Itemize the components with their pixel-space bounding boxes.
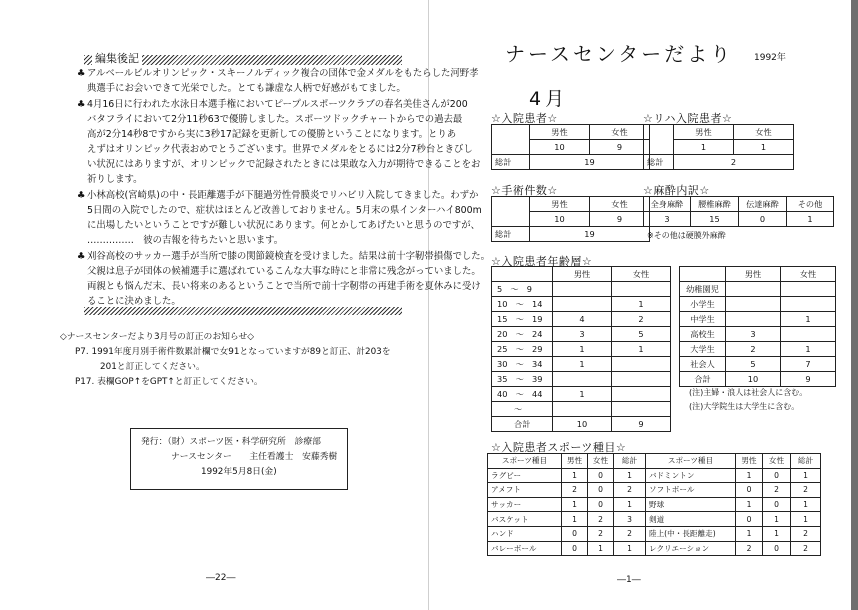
table-cell [492, 197, 530, 227]
table-row [492, 402, 671, 417]
table-cell: 1 [614, 497, 646, 512]
table-cell: 0 [763, 541, 791, 556]
table-cell [781, 327, 836, 342]
table-cell: 1 [763, 526, 791, 541]
table-cell: 2 [562, 483, 588, 498]
table-cell: 女性 [590, 197, 650, 212]
table-cell: バドミントン [646, 468, 736, 483]
table-cell: 10 [553, 417, 612, 432]
table-cell: 0 [588, 468, 614, 483]
afterword-paragraph [77, 66, 479, 96]
table-row [492, 312, 671, 327]
table-row [492, 197, 650, 212]
table-cell [612, 372, 671, 387]
category-note: (注)大学院生は大学生に含む。 [689, 402, 800, 411]
table-cell [726, 297, 781, 312]
table-cell: 総計 [492, 155, 530, 170]
table-cell: 陸上(中・長距離走) [646, 526, 736, 541]
table-cell [644, 125, 674, 155]
table-row [492, 155, 650, 170]
table-cell: 社会人 [680, 357, 726, 372]
table-cell: 大学生 [680, 342, 726, 357]
age-table [491, 266, 671, 432]
table-cell [612, 282, 671, 297]
table-cell: 5 [726, 357, 781, 372]
table-cell [680, 267, 726, 282]
correction-header: ◇ナースセンターだより3月号の訂正のお知らせ◇ [60, 332, 255, 342]
text-line: に出場したいということですが難しい状況にあります。何とかしてあげたいと思うのですが、 [87, 220, 481, 232]
table-cell: 0 [763, 497, 791, 512]
table-cell: 中学生 [680, 312, 726, 327]
table-cell: 2 [791, 483, 821, 498]
correction-notice [60, 330, 391, 390]
page-number: ―22― [206, 573, 236, 583]
table-cell: 男性 [726, 267, 781, 282]
table-cell: 5 ～ 9 [492, 282, 553, 297]
table-cell: ハンド [488, 526, 562, 541]
table-cell: 1 [614, 468, 646, 483]
table-cell: 男性 [553, 267, 612, 282]
table-row [488, 512, 821, 527]
anesthesia-title: ☆麻酔内訳☆ [643, 184, 710, 197]
table-cell: 2 [614, 526, 646, 541]
afterword-title: 編集後記 [92, 52, 142, 66]
table-cell: 5 [612, 327, 671, 342]
table-cell: 男性 [562, 454, 588, 469]
table-cell: 1 [612, 342, 671, 357]
table-cell: 総計 [791, 454, 821, 469]
table-cell: 2 [612, 312, 671, 327]
newsletter-year: 1992年 [754, 53, 786, 63]
table-cell: 3 [644, 212, 691, 227]
table-cell: 1 [562, 512, 588, 527]
club-bullet-icon: ♣ [77, 251, 86, 262]
newsletter-month: 4月 [529, 88, 569, 110]
club-bullet-icon: ♣ [77, 99, 86, 110]
table-row [680, 297, 836, 312]
table-cell: 合計 [680, 372, 726, 387]
table-cell: 3 [726, 327, 781, 342]
table-cell: 1 [553, 342, 612, 357]
table-cell: 全身麻酔 [644, 197, 691, 212]
table-cell: 40 ～ 44 [492, 387, 553, 402]
table-row [492, 267, 671, 282]
table-cell: 1 [791, 512, 821, 527]
table-cell: 合計 [492, 417, 553, 432]
table-cell: ソフトボール [646, 483, 736, 498]
table-cell: 1 [791, 468, 821, 483]
table-cell: 4 [553, 312, 612, 327]
table-cell: 女性 [590, 125, 650, 140]
table-cell: アメフト [488, 483, 562, 498]
surgery-male: 10 [530, 212, 590, 227]
table-row [492, 125, 650, 140]
table-cell: 2 [791, 526, 821, 541]
text-line: ることに決めました。 [87, 296, 181, 308]
table-cell: その他 [787, 197, 834, 212]
category-table [679, 266, 836, 387]
table-row [492, 327, 671, 342]
surgery-title: ☆手術件数☆ [491, 184, 558, 197]
table-cell: 女性 [763, 454, 791, 469]
table-cell: 小学生 [680, 297, 726, 312]
table-cell [612, 357, 671, 372]
text-line: ♣ 4月16日に行われた水泳日本選手権においてピープルスポーツクラブの春名美佳さんが200 [77, 97, 480, 112]
table-cell [781, 282, 836, 297]
table-cell: 女性 [588, 454, 614, 469]
table-row [488, 483, 821, 498]
table-cell: バスケット [488, 512, 562, 527]
table-cell: 幼稚園児 [680, 282, 726, 297]
text-line: ♣ アルベールビルオリンピック・スキーノルディック複合の団体で金メダルをもたらした河野孝 [77, 66, 479, 81]
table-cell: 総計 [644, 155, 674, 170]
table-cell: 1 [553, 357, 612, 372]
text-line: 典選手にお会いできて光栄でした。とても謙虚な人柄で好感がもてました。 [87, 83, 406, 95]
surgery-total: 19 [530, 227, 650, 242]
table-cell: 0 [562, 526, 588, 541]
table-cell: 2 [726, 342, 781, 357]
table-cell: 10 [726, 372, 781, 387]
table-row [680, 372, 836, 387]
publisher-line: ナースセンター 主任看護士 安藤秀樹 [171, 452, 338, 462]
table-cell: 0 [588, 483, 614, 498]
afterword-paragraph [77, 97, 480, 188]
surgery-table [491, 196, 650, 242]
table-cell: 1 [736, 468, 763, 483]
table-cell: 0 [562, 541, 588, 556]
table-cell: 1 [588, 541, 614, 556]
table-cell: 2 [791, 541, 821, 556]
table-cell: 1 [763, 512, 791, 527]
table-cell [553, 372, 612, 387]
sports-title: ☆入院患者スポーツ種目☆ [491, 441, 627, 454]
table-cell: 男性 [674, 125, 734, 140]
table-row [488, 497, 821, 512]
table-cell: 1 [781, 312, 836, 327]
table-cell: 0 [763, 468, 791, 483]
publisher-box [130, 428, 348, 490]
age-title: ☆入院患者年齢層☆ [491, 255, 593, 268]
table-cell: 30 ～ 34 [492, 357, 553, 372]
table-cell: スポーツ種目 [488, 454, 562, 469]
table-cell: スポーツ種目 [646, 454, 736, 469]
table-row [644, 197, 834, 212]
text-line: 5日間の入院でしたので、症状はほとんど改善しておりません。5月末の県インターハイ800m [87, 205, 482, 217]
club-bullet-icon: ♣ [77, 190, 86, 201]
table-cell: 2 [763, 483, 791, 498]
inpatients-title: ☆入院患者☆ [491, 112, 558, 125]
table-cell: 女性 [612, 267, 671, 282]
table-cell: 35 ～ 39 [492, 372, 553, 387]
table-cell [553, 282, 612, 297]
text-line: い状況にはありますが、オリンピックで記録されたときには果敢な入力が期待できることをお [87, 159, 481, 171]
table-row [492, 357, 671, 372]
table-cell: 高校生 [680, 327, 726, 342]
table-row [492, 342, 671, 357]
table-cell: ～ [492, 402, 553, 417]
publisher-date: 1992年5月8日(金) [201, 467, 277, 477]
text-line: 祈りします。 [87, 174, 143, 186]
rehab-male: 1 [674, 140, 734, 155]
text-line: 父親は息子が団体の候補選手に選ばれているこんな大事な時にと非常に残念がっていました。 [87, 266, 481, 278]
text-line: …………… 彼の吉報を待ちたいと思います。 [87, 235, 284, 247]
table-cell [726, 282, 781, 297]
table-cell: 男性 [530, 125, 590, 140]
table-cell: 2 [588, 512, 614, 527]
text-line: 高が2分14秒8ですから実に3秒17記録を更新しての優勝ということになります。とりあ [87, 129, 457, 141]
inpatients-female: 9 [590, 140, 650, 155]
table-cell: 男性 [736, 454, 763, 469]
anesthesia-note: ※その他は硬膜外麻酔 [647, 231, 726, 240]
text-line: えずはオリンピック代表おめでとうございます。世界でメダルをとるには2分7秒台ときびし [87, 144, 473, 156]
text-line: ♣ 小林高校(宮崎県)の中・長距離選手が下腿過労性骨膜炎でリハビリ入院してきました。わずか [77, 188, 482, 203]
table-cell: 1 [614, 541, 646, 556]
table-cell: 1 [562, 468, 588, 483]
table-row [492, 297, 671, 312]
table-cell: 0 [736, 512, 763, 527]
table-row [680, 267, 836, 282]
table-cell [492, 267, 553, 282]
newsletter-title: ナースセンターだより [505, 42, 734, 66]
rehab-title: ☆リハ入院患者☆ [643, 112, 733, 125]
table-row [644, 155, 794, 170]
text-line: P17. 表欄GOP↑をGPT↑と訂正してください。 [75, 377, 263, 387]
table-row [680, 327, 836, 342]
table-cell: 0 [588, 497, 614, 512]
table-row [680, 357, 836, 372]
table-cell: バレーボール [488, 541, 562, 556]
table-row [492, 372, 671, 387]
table-cell: 女性 [734, 125, 794, 140]
table-cell: 9 [612, 417, 671, 432]
table-cell: 女性 [781, 267, 836, 282]
table-cell: 15 [691, 212, 739, 227]
table-row [488, 454, 821, 469]
table-cell [553, 402, 612, 417]
table-row [492, 387, 671, 402]
table-cell: 1 [781, 342, 836, 357]
text-line: バタフライにおいて2分11秒63で優勝しました。スポーツドックチャートからでの過去最 [87, 114, 463, 126]
table-row [680, 312, 836, 327]
table-cell: 10 ～ 14 [492, 297, 553, 312]
club-bullet-icon: ♣ [77, 68, 86, 79]
afterword-paragraph [77, 249, 490, 309]
table-row [492, 227, 650, 242]
table-cell: 1 [791, 497, 821, 512]
table-cell: 総計 [614, 454, 646, 469]
page-number: ―1― [617, 575, 641, 585]
table-cell [612, 387, 671, 402]
table-row [488, 468, 821, 483]
table-cell: 1 [562, 497, 588, 512]
table-cell: 0 [736, 483, 763, 498]
inpatients-total: 19 [530, 155, 650, 170]
table-cell: 1 [787, 212, 834, 227]
rehab-total: 2 [674, 155, 794, 170]
table-row [680, 282, 836, 297]
table-cell: 1 [612, 297, 671, 312]
table-cell: 20 ～ 24 [492, 327, 553, 342]
table-cell: 25 ～ 29 [492, 342, 553, 357]
table-cell: 9 [781, 372, 836, 387]
table-cell: 7 [781, 357, 836, 372]
rehab-female: 1 [734, 140, 794, 155]
table-cell: 腰椎麻酔 [691, 197, 739, 212]
table-cell: 3 [614, 512, 646, 527]
table-cell: 1 [736, 497, 763, 512]
publisher-line: 発行：（財）スポーツ医・科学研究所 診療部 [141, 437, 321, 447]
category-note: (注)主婦・浪人は社会人に含む。 [689, 388, 808, 397]
sports-table [487, 453, 821, 556]
table-cell: 2 [588, 526, 614, 541]
table-cell: 伝達麻酔 [739, 197, 787, 212]
text-line: 両親とも悩んだ末、長い将来のあるということで当所で前十字靭帯の再建手術を夏休みに受け [87, 281, 481, 293]
inpatients-table [491, 124, 650, 170]
table-row [488, 526, 821, 541]
table-row [644, 125, 794, 140]
table-cell [781, 297, 836, 312]
table-cell: ラグビー [488, 468, 562, 483]
table-cell: 2 [614, 483, 646, 498]
afterword-footer-bar [84, 307, 402, 315]
anesthesia-table [643, 196, 834, 227]
inpatients-male: 10 [530, 140, 590, 155]
rehab-table [643, 124, 794, 170]
table-cell: 3 [553, 327, 612, 342]
surgery-female: 9 [590, 212, 650, 227]
table-cell [612, 402, 671, 417]
table-cell: サッカー [488, 497, 562, 512]
table-cell [726, 312, 781, 327]
table-row [644, 212, 834, 227]
table-row [492, 282, 671, 297]
table-cell: 1 [553, 387, 612, 402]
table-cell [553, 297, 612, 312]
afterword-paragraph [77, 188, 482, 248]
table-row [488, 541, 821, 556]
table-cell: 0 [739, 212, 787, 227]
table-cell: 剣道 [646, 512, 736, 527]
table-cell [492, 125, 530, 155]
table-cell: 総計 [492, 227, 530, 242]
table-cell: 2 [736, 541, 763, 556]
table-cell: 野球 [646, 497, 736, 512]
table-cell: 15 ～ 19 [492, 312, 553, 327]
table-cell: 1 [736, 526, 763, 541]
right-page [429, 0, 858, 610]
text-line: P7. 1991年度月別手術件数累計欄で女91となっていますが89と訂正、計203を [75, 347, 391, 357]
table-cell: レクリエーション [646, 541, 736, 556]
text-line: 201と訂正してください。 [100, 362, 205, 372]
table-row [680, 342, 836, 357]
table-cell: 男性 [530, 197, 590, 212]
text-line: ♣ 刈谷高校のサッカー選手が当所で膝の関節鏡検査を受けました。結果は前十字靭帯損傷でした。 [77, 249, 490, 264]
table-row [492, 417, 671, 432]
